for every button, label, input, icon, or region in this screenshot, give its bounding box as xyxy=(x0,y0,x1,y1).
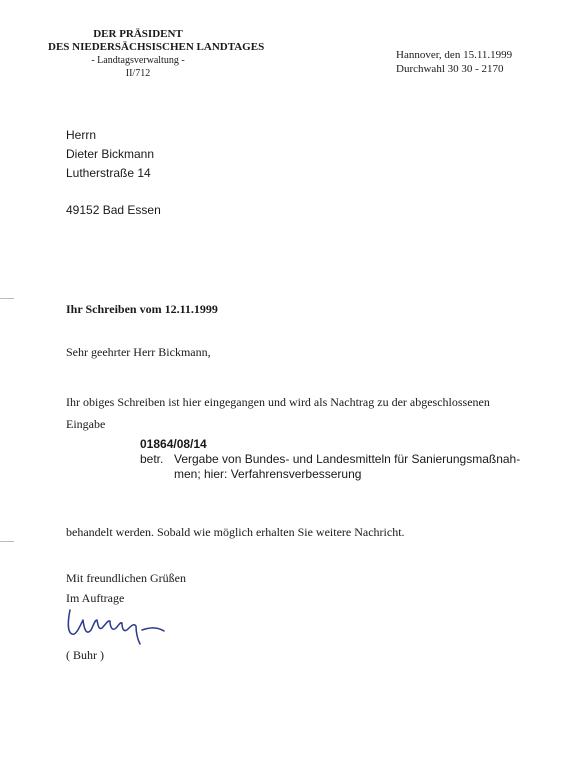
sender-line-1: DER PRÄSIDENT xyxy=(93,28,183,40)
body-paragraph xyxy=(66,391,490,435)
subject-line: Ihr Schreiben vom 12.11.1999 xyxy=(66,302,218,316)
signatory-name: ( Buhr ) xyxy=(66,648,104,662)
reference-block xyxy=(140,437,520,482)
sender-line-4: II/712 xyxy=(125,68,151,79)
sender-line-3: - Landtagsverwaltung - xyxy=(91,55,185,66)
letter-greeting: Sehr geehrter Herr Bickmann, xyxy=(66,345,211,359)
recipient-address xyxy=(66,126,161,220)
reference-line-1: Vergabe von Bundes- und Landesmitteln für Sanierungsmaßnah- xyxy=(174,452,521,466)
body-line-1: Ihr obiges Schreiben ist hier eingegangen und wird als Nachtrag zu der abgeschlossenen xyxy=(66,395,490,409)
recipient-city: 49152 Bad Essen xyxy=(66,203,161,217)
punch-mark xyxy=(0,541,14,542)
recipient-name: Dieter Bickmann xyxy=(66,147,155,161)
reference-number: 01864/08/14 xyxy=(140,437,207,451)
sign-off-line-1: Mit freundlichen Grüßen xyxy=(66,571,186,585)
recipient-salutation: Herrn xyxy=(66,128,97,142)
body-line-2: Eingabe xyxy=(66,417,106,431)
closing-sentence: behandelt werden. Sobald wie möglich erhalten Sie weitere Nachricht. xyxy=(66,525,405,539)
handwritten-signature xyxy=(64,606,194,648)
sign-off-line-2: Im Auftrage xyxy=(66,591,125,605)
phone-extension: Durchwahl 30 30 - 2170 xyxy=(396,63,504,75)
sign-off xyxy=(66,568,186,608)
place-date: Hannover, den 15.11.1999 xyxy=(396,49,513,61)
fold-mark xyxy=(0,298,14,299)
sender-block xyxy=(48,28,265,80)
place-date-block xyxy=(396,48,512,76)
reference-line-2: men; hier: Verfahrensverbesserung xyxy=(174,467,362,481)
betr-label: betr. xyxy=(140,452,164,466)
recipient-street: Lutherstraße 14 xyxy=(66,166,151,180)
sender-line-2: DES NIEDERSÄCHSISCHEN LANDTAGES xyxy=(48,41,265,53)
